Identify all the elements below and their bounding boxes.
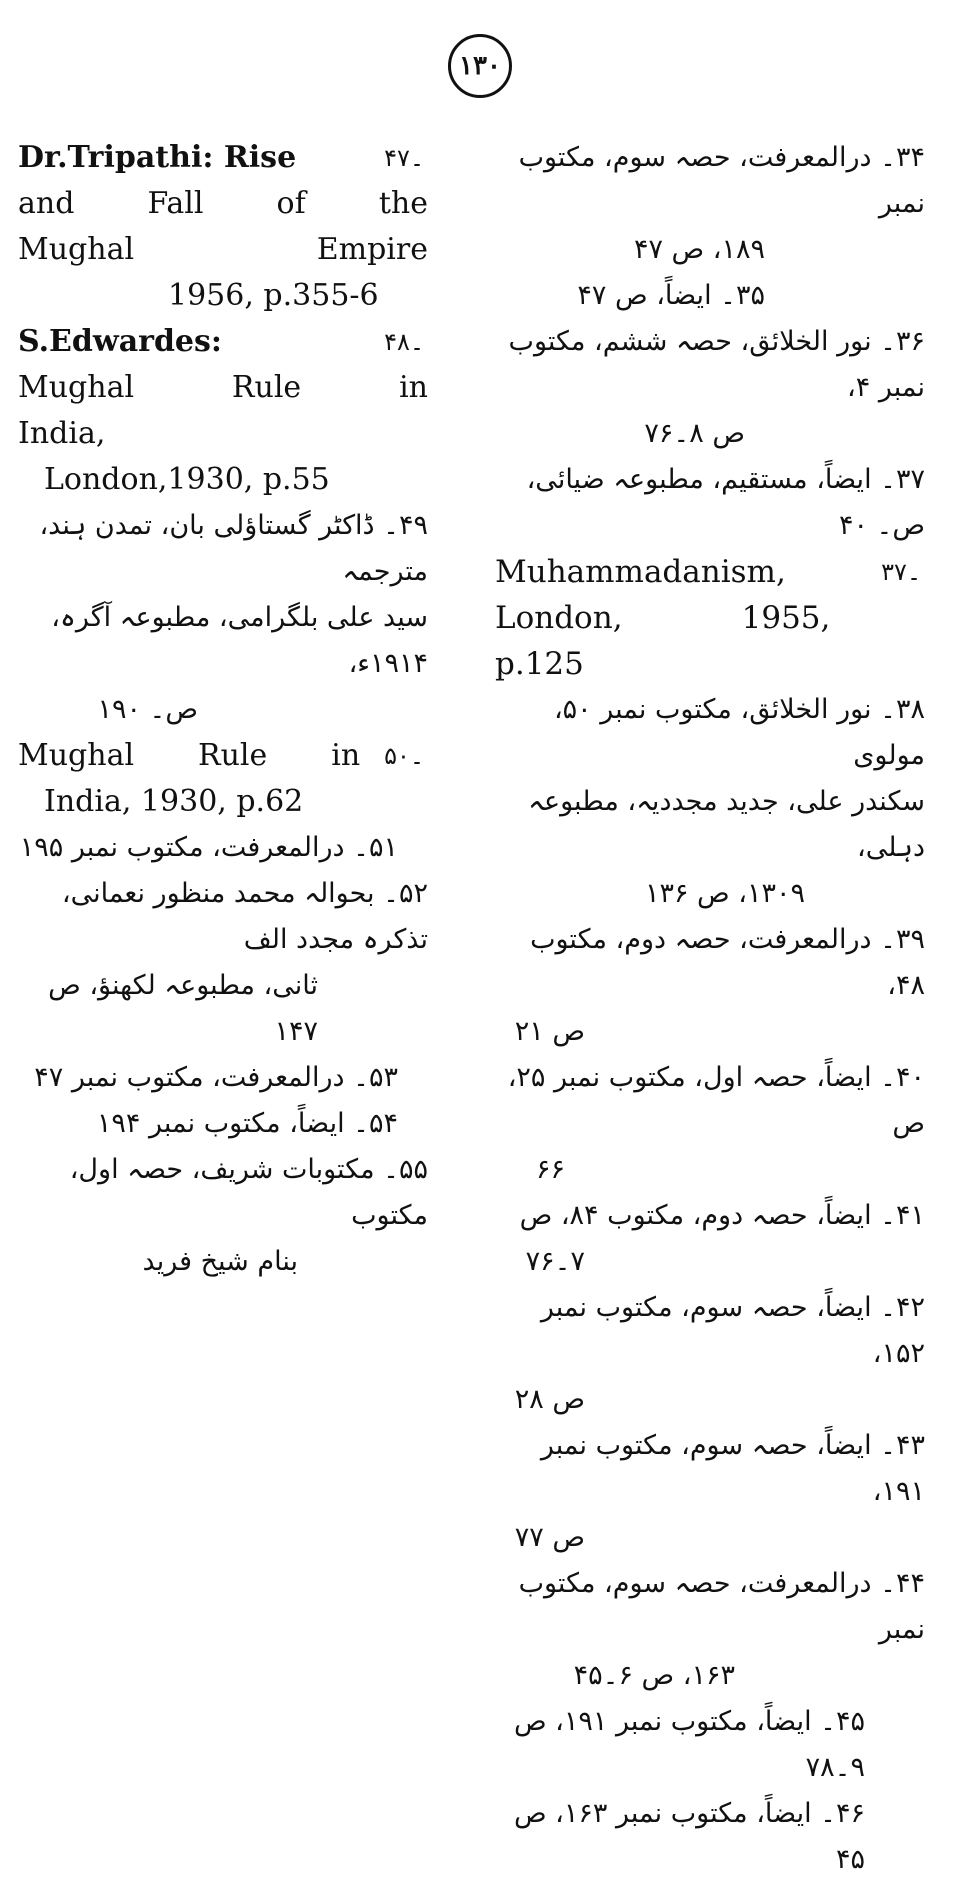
footnote-line: سید علی بلگرامی، مطبوعہ آگرہ، ۱۹۱۴ء، [51, 602, 428, 679]
footnote-36 [495, 319, 925, 457]
footnote-37b [495, 549, 925, 687]
footnote-line: ص۔ ۱۹۰ [97, 694, 198, 725]
footnote-number: ۔۵۰ [384, 742, 424, 770]
footnote-50 [18, 733, 428, 825]
footnote-39 [495, 917, 925, 1055]
footnote-line: India, 1930, p.62 [44, 784, 304, 819]
footnote-40 [495, 1055, 925, 1193]
footnote-line: 1956, p.355-6 [168, 278, 379, 313]
footnote-line: ۴۲۔ ایضاً، حصہ سوم، مکتوب نمبر ۱۵۲، [540, 1292, 925, 1369]
footnote-line: ۴۱۔ ایضاً، حصہ دوم، مکتوب ۸۴، ص [519, 1200, 925, 1231]
footnote-line: ۴۰۔ ایضاً، حصہ اول، مکتوب نمبر ۲۵، ص [507, 1062, 925, 1139]
footnote-46 [495, 1791, 925, 1883]
right-column [495, 135, 925, 1883]
footnote-line: ص ۲۸ [514, 1384, 585, 1415]
page-number: ۱۳۰ [448, 34, 512, 98]
footnote-line: ثانی، مطبوعہ لکھنؤ، ص ۱۴۷ [48, 970, 318, 1047]
footnote-line: ۵۱۔ درالمعرفت، مکتوب نمبر ۱۹۵ [19, 832, 398, 863]
footnote-line: ص ۸۔۷۶ [644, 418, 745, 449]
footnote-line: London, 1955, [495, 600, 831, 636]
footnote-51 [18, 825, 428, 871]
footnote-line: ۱۶۳، ص ۶۔۴۵ [573, 1660, 735, 1691]
footnote-44 [495, 1561, 925, 1699]
footnote-line: ۳۴۔ درالمعرفت، حصہ سوم، مکتوب نمبر [518, 142, 925, 219]
footnote-55 [18, 1147, 428, 1285]
footnote-line: ۴۴۔ درالمعرفت، حصہ سوم، مکتوب نمبر [518, 1568, 925, 1645]
footnote-text: Dr.Tripathi: Rise [18, 140, 297, 175]
footnote-line: London,1930, p.55 [44, 462, 330, 497]
footnote-line: ۱۳۰۹، ص ۱۳۶ [644, 878, 805, 909]
footnote-49 [18, 503, 428, 733]
footnote-42 [495, 1285, 925, 1423]
footnote-45 [495, 1699, 925, 1791]
footnote-line: ص ۷۷ [514, 1522, 585, 1553]
footnote-53 [18, 1055, 428, 1101]
footnote-line: ۴۹۔ ڈاکٹر گستاؤلی بان، تمدن ہند، مترجمہ [39, 510, 428, 587]
footnote-34 [495, 135, 925, 273]
footnote-line: ۵۴۔ ایضاً، مکتوب نمبر ۱۹۴ [96, 1108, 398, 1139]
footnote-line: and Fall of the [18, 186, 428, 221]
footnote-37a [495, 457, 925, 549]
footnote-41 [495, 1193, 925, 1285]
footnote-line: India, [18, 416, 106, 451]
footnote-number: ۔۴۸ [384, 328, 424, 356]
footnote-line: ۵۵۔ مکتوبات شریف، حصہ اول، مکتوب [69, 1154, 428, 1231]
footnote-52 [18, 871, 428, 1055]
footnote-43 [495, 1423, 925, 1561]
footnote-line: ۳۷۔ ایضاً، مستقیم، مطبوعہ ضیائی، ص۔ ۴۰ [526, 464, 925, 541]
footnote-line: Mughal Empire [18, 232, 428, 267]
footnote-line: ۴۵۔ ایضاً، مکتوب نمبر ۱۹۱، ص ۹۔۷۸ [513, 1706, 865, 1783]
left-column [18, 135, 428, 1285]
footnote-line: ۴۳۔ ایضاً، حصہ سوم، مکتوب نمبر ۱۹۱، [540, 1430, 925, 1507]
footnote-line: ۵۲۔ بحوالہ محمد منظور نعمانی، تذکرہ مجدد الف [61, 878, 428, 955]
footnote-38 [495, 687, 925, 917]
footnote-line: ۳۸۔ نور الخلائق، مکتوب نمبر ۵۰، مولوی [553, 694, 925, 771]
footnote-text: Muhammadanism, [495, 554, 786, 590]
footnote-35 [495, 273, 925, 319]
footnote-line: سکندر علی، جدید مجددیہ، مطبوعہ دہلی، [528, 786, 925, 863]
footnote-54 [18, 1101, 428, 1147]
footnote-line: p.125 [495, 646, 584, 682]
footnote-48 [18, 319, 428, 503]
footnote-line: ۴۶۔ ایضاً، مکتوب نمبر ۱۶۳، ص ۴۵ [513, 1798, 865, 1875]
footnote-line: بنام شیخ فرید [142, 1246, 298, 1277]
footnote-line: ص ۲۱ [514, 1016, 585, 1047]
footnote-line: Mughal Rule in [18, 370, 428, 405]
footnote-line: ۳۵۔ ایضاً، ص ۴۷ [577, 280, 765, 311]
footnote-number: ۔۳۷ [881, 558, 921, 586]
footnote-text: Mughal Rule in [18, 738, 361, 773]
footnote-line: ۶۶ [535, 1154, 565, 1185]
footnote-line: ۱۸۹، ص ۴۷ [633, 234, 765, 265]
footnote-line: ۵۳۔ درالمعرفت، مکتوب نمبر ۴۷ [34, 1062, 398, 1093]
footnote-text: S.Edwardes: [18, 324, 222, 359]
footnote-number: ۔۴۷ [384, 144, 424, 172]
footnote-line: ۷۔۷۶ [525, 1246, 585, 1277]
footnote-47 [18, 135, 428, 319]
footnote-line: ۳۶۔ نور الخلائق، حصہ ششم، مکتوب نمبر ۴، [508, 326, 925, 403]
footnote-line: ۳۹۔ درالمعرفت، حصہ دوم، مکتوب ۴۸، [530, 924, 925, 1001]
